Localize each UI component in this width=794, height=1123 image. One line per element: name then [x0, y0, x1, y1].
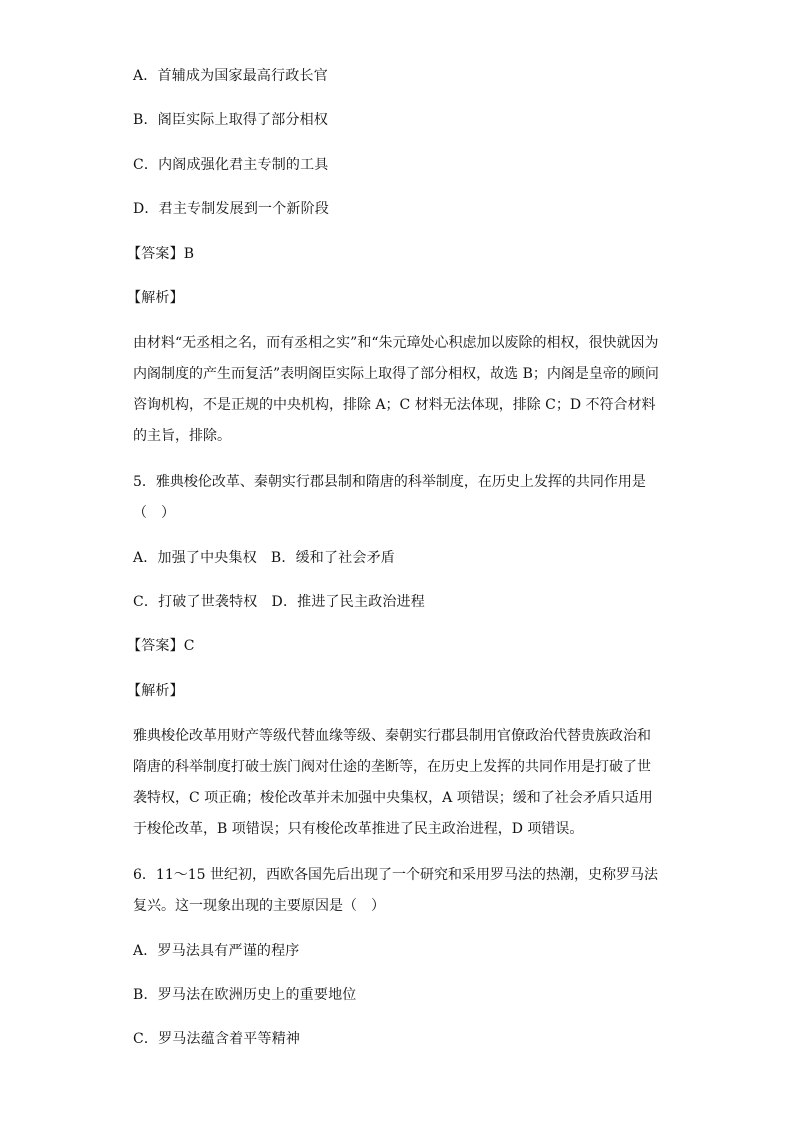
- q5-stem-line: 5．雅典梭伦改革、秦朝实行郡县制和隋唐的科举制度，在历史上发挥的共同作用是: [133, 474, 646, 490]
- q5-option-b: B．缓和了社会矛盾: [270, 550, 396, 566]
- q5-analysis-label: 【解析】: [127, 683, 184, 699]
- q6-option-c: C．罗马法蕴含着平等精神: [133, 1031, 301, 1047]
- q4-answer: 【答案】B: [127, 246, 195, 262]
- q5-analysis-text: [133, 727, 693, 851]
- q5-stem-line: （ ）: [133, 505, 175, 521]
- q5-option-c: C．打破了世袭特权: [133, 594, 258, 610]
- q4-analysis-label: 【解析】: [127, 290, 184, 306]
- q5-analysis-line: 雅典梭伦改革用财产等级代替血缘等级、秦朝实行郡县制用官僚政治代替贵族政治和: [133, 728, 651, 744]
- q5-stem: [133, 473, 693, 535]
- q6-option-b: B．罗马法在欧洲历史上的重要地位: [133, 987, 357, 1003]
- q5-option-a: A．加强了中央集权: [133, 550, 257, 566]
- q4-option-b: B．阁臣实际上取得了部分相权: [133, 112, 329, 128]
- q5-options-row-1: [133, 549, 395, 567]
- q5-analysis-line: 隋唐的科举制度打破士族门阀对仕途的垄断等，在历史上发挥的共同作用是打破了世: [133, 759, 651, 775]
- q5-analysis-line: 袭特权，C 项正确；梭伦改革并未加强中央集权，A 项错误；缓和了社会矛盾只适用: [133, 790, 653, 806]
- q5-option-d: D．推进了民主政治进程: [271, 594, 425, 610]
- q6-stem: [133, 866, 693, 928]
- q4-analysis-line: 内阁制度的产生而复活”表明阁臣实际上取得了部分相权，故选 B；内阁是皇帝的顾问: [133, 366, 659, 382]
- q4-option-a: A．首辅成为国家最高行政长官: [133, 68, 328, 84]
- q6-stem-line: 复兴。这一现象出现的主要原因是（ ）: [133, 898, 385, 914]
- q4-analysis-text: [133, 334, 693, 458]
- q6-option-a: A．罗马法具有严谨的程序: [133, 943, 300, 959]
- q5-analysis-line: 于梭伦改革，B 项错误；只有梭伦改革推进了民主政治进程，D 项错误。: [133, 821, 584, 837]
- q4-option-d: D．君主专制发展到一个新阶段: [133, 201, 330, 217]
- q4-analysis-line: 咨询机构，不是正规的中央机构，排除 A；C 材料无法体现，排除 C；D 不符合材料: [133, 397, 656, 413]
- q6-stem-line: 6．11～15 世纪初，西欧各国先后出现了一个研究和采用罗马法的热潮，史称罗马法: [133, 867, 658, 883]
- q4-option-c: C．内阁成强化君主专制的工具: [133, 157, 329, 173]
- q4-analysis-line: 的主旨，排除。: [133, 428, 231, 444]
- q5-answer: 【答案】C: [127, 638, 195, 654]
- q4-analysis-line: 由材料“无丞相之名，而有丞相之实”和“朱元璋处心积虑加以废除的相权，很快就因为: [133, 335, 659, 351]
- q5-options-row-2: [133, 593, 425, 611]
